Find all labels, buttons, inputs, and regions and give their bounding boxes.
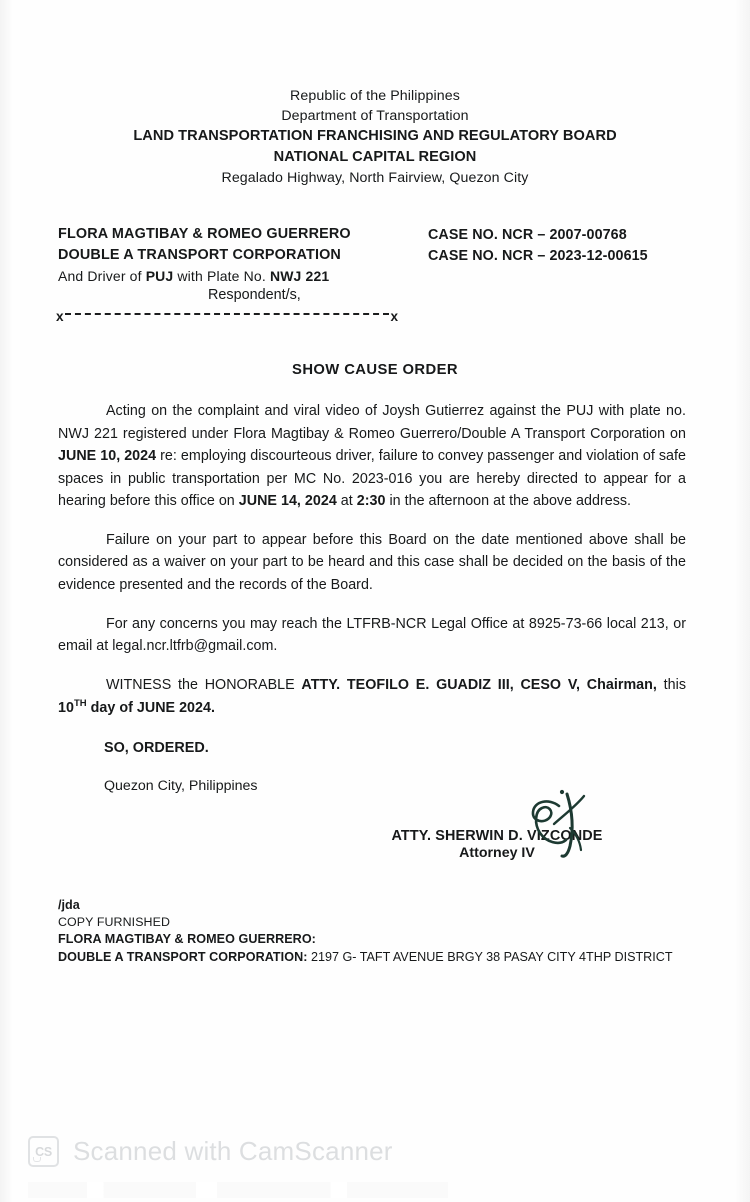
watermark-ghost-artifact <box>28 1182 448 1198</box>
case-caption <box>0 224 750 324</box>
p4-day-number: 10 <box>58 700 74 717</box>
respondent-driver-line <box>58 266 418 286</box>
driver-prefix: And Driver of <box>58 267 146 284</box>
footer-recipient-2-address: 2197 G- TAFT AVENUE BRGY 38 PASAY CITY 4THP DISTRICT <box>307 949 673 964</box>
letterhead-line-department: Department of Transportation <box>281 108 469 125</box>
p1-date-violation: JUNE 10, 2024 <box>58 448 157 465</box>
letterhead-line-region: NATIONAL CAPITAL REGION <box>273 149 477 166</box>
order-title: SHOW CAUSE ORDER <box>292 361 458 378</box>
caption-columns <box>58 224 710 324</box>
p1-hearing-time: 2:30 <box>356 493 386 510</box>
paragraph-acting-on-complaint <box>58 400 686 513</box>
respondent-name-1: FLORA MAGTIBAY & ROMEO GUERRERO <box>58 225 351 242</box>
footer-initials: /jda <box>58 897 80 912</box>
camscanner-watermark-text: Scanned with CamScanner <box>73 1136 393 1166</box>
p4-segment-2: this <box>656 676 686 693</box>
case-number-block <box>418 224 648 266</box>
driver-plate-prefix: with Plate No. <box>173 267 270 284</box>
separator-dashes <box>65 312 390 315</box>
separator-x-left: x <box>56 308 64 324</box>
respondent-name-2: DOUBLE A TRANSPORT CORPORATION <box>58 246 341 263</box>
driver-plate-number: NWJ 221 <box>269 267 330 284</box>
p1-segment-4: in the afternoon at the above address. <box>385 493 632 510</box>
letterhead-line-agency: LAND TRANSPORTATION FRANCHISING AND REGULATORY BOARD <box>133 128 617 145</box>
p1-segment-2: re: employing discourteous driver, failure to convey passenger and violation of safe spaces in public transportation per MC No. 2023-016 you are hereby directed to appear for a hearing before this office on <box>58 448 686 510</box>
letterhead <box>0 0 750 188</box>
so-ordered-text: SO, ORDERED. <box>104 739 209 756</box>
paragraph-contact-info: For any concerns you may reach the LTFRB-NCR Legal Office at 8925-73-66 local 213, or email at legal.ncr.ltfrb@gmail.com. <box>58 615 686 655</box>
paragraph-failure-to-appear: Failure on your part to appear before this Board on the date mentioned above shall be considered as a waiver on your part to be heard and this case shall be decided on the basis of the evidence presented and the records of the Board. <box>58 531 686 593</box>
footer-recipient-1: FLORA MAGTIBAY & ROMEO GUERRERO: <box>58 932 316 947</box>
camscanner-logo-icon: CS <box>28 1136 59 1167</box>
case-number-1: CASE NO. NCR – 2007-00768 <box>428 226 627 243</box>
p1-segment-3: at <box>336 493 357 510</box>
signatory-name: ATTY. SHERWIN D. VIZCONDE <box>391 827 603 844</box>
footer-copy-furnished <box>0 897 750 966</box>
p4-chairman-name: ATTY. TEOFILO E. GUADIZ III, CESO V, Chairman, <box>301 676 657 693</box>
case-number-2: CASE NO. NCR – 2023-12-00615 <box>428 247 648 264</box>
signatory-position: Attorney IV <box>459 844 535 861</box>
separator-x-right: x <box>390 308 398 324</box>
p4-month-year: day of JUNE 2024. <box>86 700 215 717</box>
document-body <box>0 400 750 861</box>
paragraph-witness <box>58 674 686 720</box>
letterhead-line-address: Regalado Highway, North Fairview, Quezon City <box>221 169 529 186</box>
footer-copy-furnished-label: COPY FURNISHED <box>58 915 171 930</box>
signature-block <box>58 828 686 861</box>
respondent-block <box>58 224 418 324</box>
place-of-issuance: Quezon City, Philippines <box>104 777 258 794</box>
p1-segment-1: Acting on the complaint and viral video of Joysh Gutierrez against the PUJ with plate no. NWJ 221 registered under Flora Magtibay & Romeo Guerrero/Double A Transport Corporation on <box>58 402 686 442</box>
camscanner-watermark <box>28 1136 393 1167</box>
respondents-label: Respondent/s, <box>208 286 301 303</box>
footer-recipient-2-name: DOUBLE A TRANSPORT CORPORATION: <box>58 949 308 964</box>
caption-separator-line <box>56 309 398 324</box>
p1-hearing-date: JUNE 14, 2024 <box>238 493 337 510</box>
p4-segment-1: WITNESS the HONORABLE <box>106 676 302 693</box>
letterhead-line-republic: Republic of the Philippines <box>290 88 460 104</box>
footer-recipient-2 <box>58 949 720 966</box>
driver-vehicle-type: PUJ <box>145 267 174 284</box>
p4-day-ordinal-suffix: TH <box>73 698 87 710</box>
